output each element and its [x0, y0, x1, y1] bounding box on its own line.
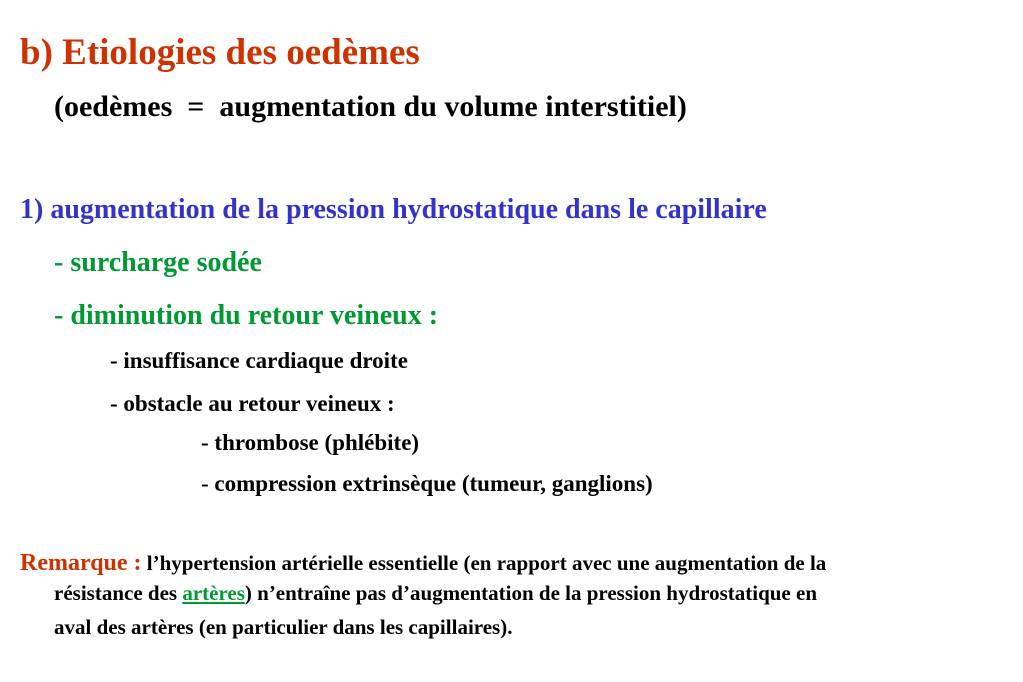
slide-subtitle: (oedèmes = augmentation du volume interstitiel): [54, 90, 687, 123]
item-venous-obstacle: - obstacle au retour veineux :: [110, 391, 395, 416]
remark-line-3: aval des artères (en particulier dans les capillaires).: [54, 615, 513, 639]
remark-line-1: [20, 551, 826, 575]
remark-text-2-after: ) n’entraîne pas d’augmentation de la pression hydrostatique en: [244, 581, 818, 605]
point-1-sub-sodium: - surcharge sodée: [54, 247, 262, 278]
item-cardiac-insufficiency: - insuffisance cardiaque droite: [110, 348, 408, 373]
remark-label: Remarque :: [20, 550, 142, 576]
item-thrombosis: - thrombose (phlébite): [201, 430, 420, 455]
remark-line-2: [54, 583, 817, 604]
item-compression: - compression extrinsèque (tumeur, ganglions): [201, 471, 653, 496]
remark-text-2-before: résistance des: [54, 581, 183, 605]
arteres-link[interactable]: artères: [182, 581, 245, 605]
slide-title: b) Etiologies des oedèmes: [20, 32, 420, 73]
remark-text-1: l’hypertension artérielle essentielle (en rapport avec une augmentation de la: [141, 551, 827, 575]
point-1-sub-venous-return: - diminution du retour veineux :: [54, 300, 439, 331]
point-1-heading: 1) augmentation de la pression hydrostatique dans le capillaire: [20, 194, 767, 225]
